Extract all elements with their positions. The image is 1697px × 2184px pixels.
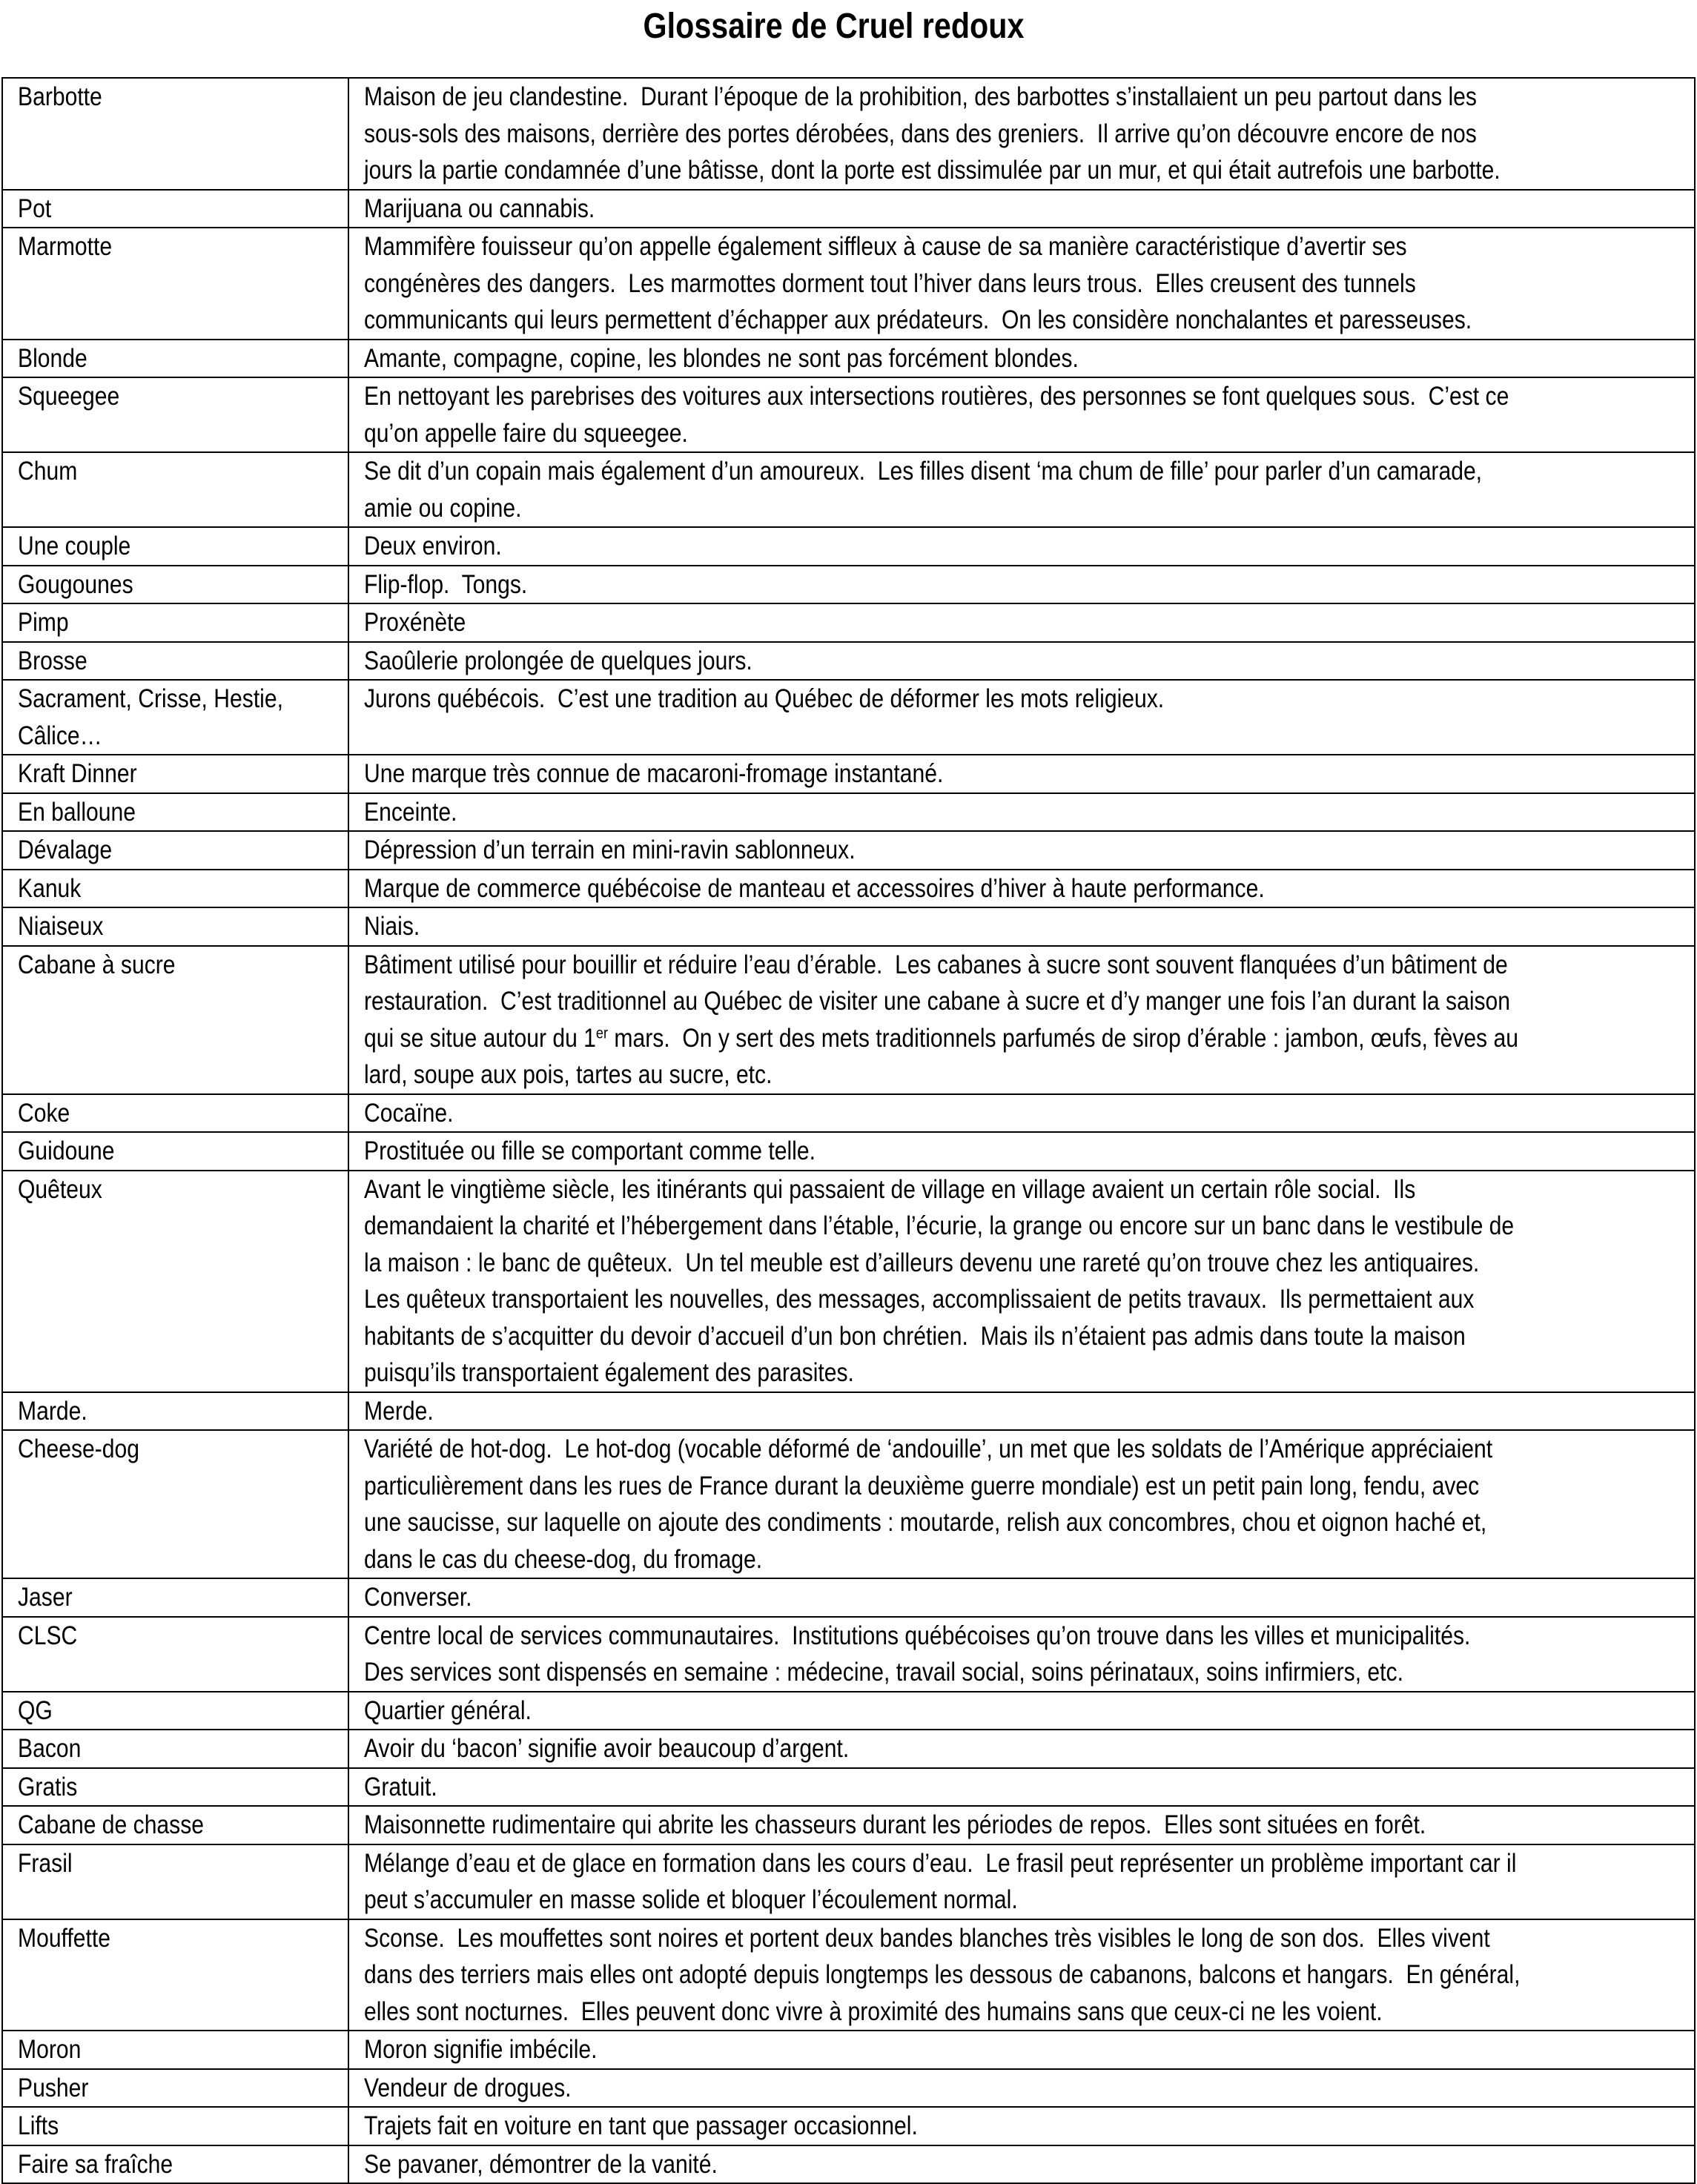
glossary-definition-cell [348, 1094, 1695, 1133]
glossary-term: Pusher [18, 2073, 89, 2102]
glossary-definition-line: Se dit d’un copain mais également d’un amoureux. Les filles disent ‘ma chum de fille’ pour parler d’un camarade, [364, 457, 1483, 486]
glossary-term: Pimp [18, 608, 69, 637]
glossary-row [2, 1768, 1695, 1807]
glossary-row [2, 1919, 1695, 2031]
glossary-term: Cabane de chasse [18, 1810, 205, 1839]
glossary-term: Bacon [18, 1734, 82, 1763]
glossary-definition-line: lard, soupe aux pois, tartes au sucre, etc. [364, 1060, 773, 1089]
glossary-definition-line: Avant le vingtième siècle, les itinérants qui passaient de village en village avaient un certain rôle social. Ils [364, 1174, 1416, 1204]
glossary-definition-line [364, 1020, 1518, 1057]
glossary-definition-line: Centre local de services communautaires. Institutions québécoises qu’on trouve dans les villes et municipalités. [364, 1621, 1471, 1650]
glossary-definition-cell [348, 1617, 1695, 1692]
glossary-term: Niaiseux [18, 912, 104, 941]
glossary-term: Barbotte [18, 82, 102, 111]
glossary-definition-line: demandaient la charité et l’hébergement dans l’étable, l’écurie, la grange ou encore sur un banc dans le vestibule de [364, 1211, 1515, 1240]
glossary-row [2, 1844, 1695, 1919]
glossary-definition-line: qu’on appelle faire du squeegee. [364, 418, 688, 448]
glossary-definition-line: amie ou copine. [364, 493, 522, 523]
glossary-row [2, 907, 1695, 946]
glossary-term-cell [2, 377, 348, 452]
glossary-definition-cell [348, 1844, 1695, 1919]
glossary-term-cell [2, 1392, 348, 1431]
glossary-definition-line: Maison de jeu clandestine. Durant l’époque de la prohibition, des barbottes s’installaient un peu partout dans les [364, 82, 1477, 111]
glossary-definition-cell [348, 907, 1695, 946]
glossary-row [2, 377, 1695, 452]
glossary-term: Dévalage [18, 835, 113, 864]
glossary-row [2, 1730, 1695, 1768]
glossary-term-cell [2, 946, 348, 1094]
glossary-definition-cell [348, 190, 1695, 228]
glossary-definition-line: communicants qui leurs permettent d’échapper aux prédateurs. On les considère nonchalantes et paresseuses. [364, 305, 1472, 334]
glossary-definition-line: Mélange d’eau et de glace en formation dans les cours d’eau. Le frasil peut représenter un problème important car il [364, 1848, 1517, 1878]
glossary-definition-line: Marque de commerce québécoise de manteau et accessoires d’hiver à haute performance. [364, 873, 1265, 903]
glossary-row [2, 2069, 1695, 2108]
glossary-definition-line: Niais. [364, 912, 420, 941]
glossary-term: Coke [18, 1098, 70, 1128]
glossary-term: Sacrament, Crisse, Hestie, [18, 684, 283, 713]
glossary-row [2, 680, 1695, 755]
glossary-definition-line: restauration. C’est traditionnel au Québec de visiter une cabane à sucre et d’y manger une fois l’an durant la saison [364, 987, 1511, 1016]
glossary-definition-line: Mammifère fouisseur qu’on appelle également siffleux à cause de sa manière caractéristique d’avertir ses [364, 232, 1407, 261]
glossary-term-cell [2, 1730, 348, 1768]
glossary-definition-line: Jurons québécois. C’est une tradition au Québec de déformer les mots religieux. [364, 684, 1165, 713]
glossary-row [2, 340, 1695, 378]
glossary-definition-line: Converser. [364, 1583, 472, 1612]
glossary-term: Quêteux [18, 1174, 102, 1204]
glossary-definition-cell [348, 870, 1695, 908]
glossary-term-cell [2, 1768, 348, 1807]
glossary-term-cell [2, 228, 348, 340]
glossary-row [2, 78, 1695, 190]
glossary-term: En balloune [18, 797, 136, 827]
glossary-definition-cell [348, 1919, 1695, 2031]
glossary-term: Lifts [18, 2111, 59, 2140]
glossary-term-cell [2, 190, 348, 228]
glossary-definition-line: Merde. [364, 1396, 434, 1426]
glossary-definition-line: Deux environ. [364, 532, 502, 560]
glossary-term-cell [2, 793, 348, 832]
page-title: Glossaire de Cruel redoux [643, 7, 1025, 46]
glossary-row [2, 603, 1695, 642]
glossary-row [2, 2107, 1695, 2145]
glossary-term-cell [2, 1919, 348, 2031]
glossary-term-cell [2, 2031, 348, 2069]
glossary-term: Jaser [18, 1583, 73, 1612]
glossary-term: Moron [18, 2035, 82, 2064]
glossary-definition-line: particulièrement dans les rues de France durant la deuxième guerre mondiale) est un petit pain long, fendu, avec [364, 1471, 1480, 1500]
glossary-row [2, 1094, 1695, 1133]
glossary-definition-line: Marijuana ou cannabis. [364, 193, 595, 223]
glossary-row [2, 527, 1695, 566]
glossary-term-cell [2, 1171, 348, 1392]
glossary-definition-cell [348, 1692, 1695, 1730]
glossary-definition-line: Dépression d’un terrain en mini-ravin sablonneux. [364, 835, 856, 864]
glossary-definition-cell [348, 377, 1695, 452]
glossary-term-cell [2, 1844, 348, 1919]
glossary-definition-line: Sconse. Les mouffettes sont noires et portent deux bandes blanches très visibles le long de son dos. Elles vivent [364, 1923, 1490, 1953]
glossary-row [2, 1617, 1695, 1692]
glossary-definition-line: Variété de hot-dog. Le hot-dog (vocable déformé de ‘andouille’, un met que les soldats de l’Amérique appréciaient [364, 1435, 1493, 1463]
glossary-row [2, 1806, 1695, 1844]
glossary-row [2, 642, 1695, 681]
glossary-term: Cheese-dog [18, 1435, 140, 1463]
glossary-definition-cell [348, 1578, 1695, 1617]
glossary-definition-cell [348, 340, 1695, 378]
glossary-definition-line: dans des terriers mais elles ont adopté depuis longtemps les dessous de cabanons, balcons et hangars. En général, [364, 1960, 1521, 1989]
glossary-definition-line: dans le cas du cheese-dog, du fromage. [364, 1544, 763, 1574]
glossary-row [2, 1392, 1695, 1431]
glossary-definition-cell [348, 228, 1695, 340]
glossary-term: Frasil [18, 1848, 73, 1878]
glossary-definition-cell [348, 946, 1695, 1094]
glossary-term-cell [2, 680, 348, 755]
glossary-row [2, 190, 1695, 228]
glossary-definition-line: Les quêteux transportaient les nouvelles, des messages, accomplissaient de petits travaux. Ils permettaient aux [364, 1285, 1475, 1314]
glossary-definition-line: Cocaïne. [364, 1098, 454, 1128]
glossary-term-cell [2, 603, 348, 642]
glossary-definition-cell [348, 680, 1695, 755]
glossary-definition-line: elles sont nocturnes. Elles peuvent donc vivre à proximité des humains sans que ceux-ci ne les voient. [364, 1996, 1383, 2026]
glossary-definition-cell [348, 1132, 1695, 1171]
glossary-term: Une couple [18, 532, 131, 560]
glossary-term-cell [2, 642, 348, 681]
glossary-definition-cell [348, 566, 1695, 604]
glossary-definition-cell [348, 831, 1695, 870]
glossary-definition-cell [348, 1768, 1695, 1807]
glossary-row [2, 228, 1695, 340]
glossary-term: Gratis [18, 1772, 78, 1801]
glossary-term: Kanuk [18, 873, 82, 903]
glossary-term-cell [2, 1132, 348, 1171]
glossary-row [2, 831, 1695, 870]
glossary-term: Mouffette [18, 1923, 110, 1953]
glossary-row [2, 566, 1695, 604]
glossary-term-cell [2, 2069, 348, 2108]
glossary-term-cell [2, 1430, 348, 1578]
glossary-definition-line: Trajets fait en voiture en tant que passager occasionnel. [364, 2111, 918, 2140]
glossary-term: QG [18, 1695, 53, 1725]
glossary-term-cell [2, 340, 348, 378]
glossary-term: Chum [18, 457, 78, 486]
glossary-row [2, 1430, 1695, 1578]
glossary-definition-line: la maison : le banc de quêteux. Un tel meuble est d’ailleurs devenu une rareté qu’on trouve chez les antiquaires. [364, 1248, 1480, 1277]
glossary-term-cell [2, 1692, 348, 1730]
glossary-term-cell [2, 907, 348, 946]
glossary-term: Pot [18, 193, 52, 223]
glossary-row [2, 2031, 1695, 2069]
glossary-term: CLSC [18, 1621, 78, 1650]
glossary-term: Brosse [18, 646, 87, 675]
glossary-definition-line: Quartier général. [364, 1695, 532, 1725]
glossary-definition-cell [348, 642, 1695, 681]
glossary-term: Marmotte [18, 232, 113, 261]
glossary-definition-cell [348, 527, 1695, 566]
glossary-definition-cell [348, 755, 1695, 793]
glossary-definition-line: Avoir du ‘bacon’ signifie avoir beaucoup d’argent. [364, 1734, 850, 1763]
glossary-row [2, 1132, 1695, 1171]
glossary-definition-line: peut s’accumuler en masse solide et bloquer l’écoulement normal. [364, 1885, 1018, 1914]
glossary-term: Squeegee [18, 382, 120, 411]
glossary-row [2, 946, 1695, 1094]
glossary-definition-line: Enceinte. [364, 797, 457, 827]
glossary-row [2, 793, 1695, 832]
glossary-definition-line: sous-sols des maisons, derrière des portes dérobées, dans des greniers. Il arrive qu’on découvre encore de nos [364, 119, 1477, 148]
glossary-term-cell [2, 452, 348, 527]
glossary-definition-line: Gratuit. [364, 1772, 437, 1801]
glossary-term-cell [2, 2145, 348, 2184]
definition-text: mars. On y sert des mets traditionnels parfumés de sirop d’érable : jambon, œufs, fèves au [614, 1023, 1518, 1053]
glossary-table-body [2, 78, 1695, 2183]
glossary-term: Faire sa fraîche [18, 2149, 173, 2179]
glossary-definition-cell [348, 1392, 1695, 1431]
glossary-definition-line: Saoûlerie prolongée de quelques jours. [364, 646, 752, 675]
glossary-definition-line: Proxénète [364, 608, 466, 637]
glossary-row [2, 1578, 1695, 1617]
glossary-row [2, 1692, 1695, 1730]
glossary-definition-line: Vendeur de drogues. [364, 2073, 572, 2102]
glossary-definition-cell [348, 2107, 1695, 2145]
glossary-term: Marde. [18, 1396, 87, 1426]
glossary-definition-line: jours la partie condamnée d’une bâtisse, dont la porte est dissimulée par un mur, et qui était autrefois une barbotte. [364, 156, 1501, 185]
glossary-definition-line: Se pavaner, démontrer de la vanité. [364, 2149, 718, 2179]
glossary-definition-cell [348, 793, 1695, 832]
glossary-definition-line: congénères des dangers. Les marmottes dorment tout l’hiver dans leurs trous. Elles creusent des tunnels [364, 268, 1416, 298]
glossary-definition-line: Moron signifie imbécile. [364, 2035, 598, 2064]
glossary-definition-line: Maisonnette rudimentaire qui abrite les chasseurs durant les périodes de repos. Elles sont situées en forêt. [364, 1810, 1426, 1839]
glossary-definition-line: Amante, compagne, copine, les blondes ne sont pas forcément blondes. [364, 343, 1079, 373]
glossary-definition-line: Bâtiment utilisé pour bouillir et réduire l’eau d’érable. Les cabanes à sucre sont souvent flanquées d’un bâtiment de [364, 950, 1508, 979]
glossary-term-cell [2, 527, 348, 566]
glossary-term-cell [2, 1806, 348, 1844]
glossary-term: Guidoune [18, 1136, 115, 1165]
glossary-term-cell [2, 1094, 348, 1133]
glossary-row [2, 755, 1695, 793]
glossary-row [2, 452, 1695, 527]
glossary-term-cell [2, 566, 348, 604]
glossary-definition-line: Flip-flop. Tongs. [364, 569, 528, 599]
glossary-term: Blonde [18, 343, 87, 373]
glossary-definition-line: une saucisse, sur laquelle on ajoute des condiments : moutarde, relish aux concombres, chou et oignon haché et, [364, 1508, 1487, 1537]
glossary-definition-cell [348, 1806, 1695, 1844]
glossary-definition-line: puisqu’ils transportaient également des parasites. [364, 1358, 854, 1387]
glossary-definition-cell [348, 603, 1695, 642]
glossary-term-cell [2, 78, 348, 190]
glossary-definition-cell [348, 1171, 1695, 1392]
glossary-definition-line: Des services sont dispensés en semaine : médecine, travail social, soins périnataux, soins infirmiers, etc. [364, 1658, 1403, 1687]
glossary-term-cell [2, 1617, 348, 1692]
glossary-table [1, 77, 1696, 2184]
glossary-term: Câlice… [18, 721, 102, 750]
glossary-definition-cell [348, 2069, 1695, 2108]
glossary-definition-cell [348, 1430, 1695, 1578]
glossary-definition-cell [348, 452, 1695, 527]
glossary-term: Cabane à sucre [18, 950, 176, 979]
glossary-definition-cell [348, 2145, 1695, 2184]
glossary-definition-line: habitants de s’acquitter du devoir d’accueil d’un bon chrétien. Mais ils n’étaient pas admis dans toute la maison [364, 1321, 1466, 1351]
glossary-term: Kraft Dinner [18, 759, 137, 788]
glossary-row [2, 1171, 1695, 1392]
glossary-definition-line: En nettoyant les parebrises des voitures aux intersections routières, des personnes se font quelques sous. C’est ce [364, 382, 1509, 411]
glossary-definition-line: Prostituée ou fille se comportant comme telle. [364, 1136, 816, 1165]
ordinal-superscript: er [595, 1024, 609, 1042]
glossary-term-cell [2, 870, 348, 908]
glossary-term-cell [2, 2107, 348, 2145]
glossary-definition-cell [348, 78, 1695, 190]
glossary-definition-cell [348, 1730, 1695, 1768]
glossary-definition-line: Une marque très connue de macaroni-fromage instantané. [364, 759, 944, 788]
glossary-term-cell [2, 831, 348, 870]
glossary-term-cell [2, 755, 348, 793]
glossary-term: Gougounes [18, 569, 133, 599]
definition-text: qui se situe autour du 1 [364, 1023, 596, 1053]
glossary-row [2, 2145, 1695, 2184]
glossary-definition-cell [348, 2031, 1695, 2069]
glossary-row [2, 870, 1695, 908]
glossary-term-cell [2, 1578, 348, 1617]
